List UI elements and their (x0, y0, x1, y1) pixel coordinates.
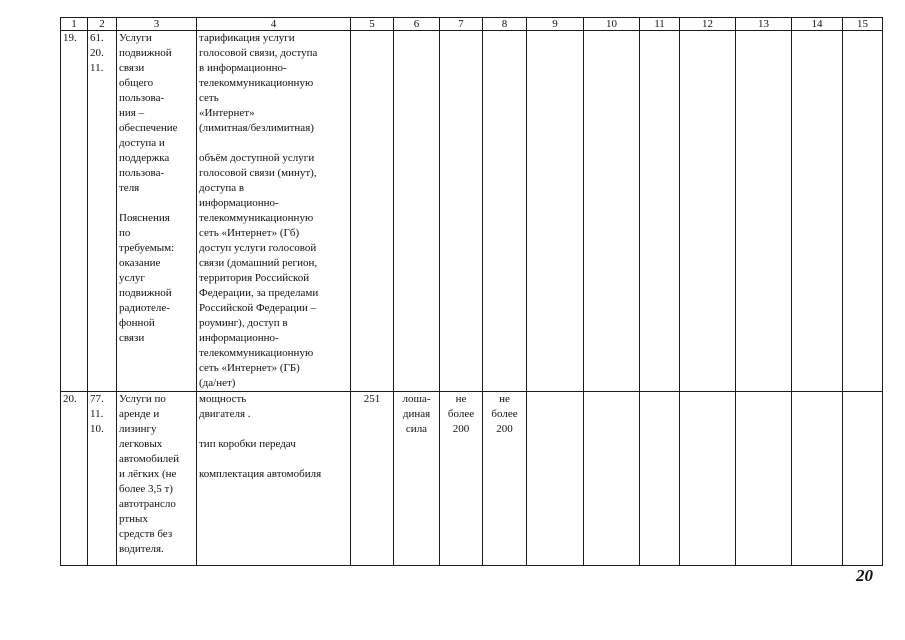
service-name: Услуги подвижной связи общего пользова- ния – обеспечение доступа и поддержка пользова- теля (119, 32, 178, 194)
page-number: 20 (856, 566, 873, 585)
header-cell: 13 (736, 18, 792, 31)
header-row (61, 18, 883, 31)
empty-cell (736, 31, 792, 392)
header-cell: 8 (483, 18, 527, 31)
service-note: Пояснения по требуемым: оказание услуг подвижной радиотеле- фонной связи (119, 212, 175, 344)
empty-cell (640, 392, 680, 566)
value-cell: 251 (351, 392, 394, 566)
header-cell: 12 (680, 18, 736, 31)
service-name: Услуги по аренде и лизингу легковых автомобилей и лёгких (не более 3,5 т) автотрансло ртных средств без водителя. (117, 392, 197, 566)
empty-cell (527, 31, 584, 392)
empty-cell (736, 392, 792, 566)
characteristic: тип коробки передач (199, 438, 296, 450)
empty-cell (843, 31, 883, 392)
empty-cell (527, 392, 584, 566)
empty-cell (584, 392, 640, 566)
empty-cell (394, 31, 440, 392)
document-table (60, 17, 883, 566)
unit-cell: лоша- диная сила (394, 392, 440, 566)
okpd-code: 77. 11. 10. (88, 392, 117, 566)
okpd-code: 61. 20. 11. (88, 31, 117, 392)
row-number: 19. (61, 31, 88, 392)
header-cell: 7 (440, 18, 483, 31)
characteristics-cell (197, 31, 351, 392)
empty-cell (792, 392, 843, 566)
characteristic: мощность двигателя . (199, 393, 251, 420)
header-cell: 3 (117, 18, 197, 31)
table-row (61, 31, 883, 392)
table-row (61, 392, 883, 566)
header-cell: 10 (584, 18, 640, 31)
header-cell: 1 (61, 18, 88, 31)
header-cell: 15 (843, 18, 883, 31)
empty-cell (680, 392, 736, 566)
characteristic: тарификация услуги голосовой связи, доступа в информационно- телекоммуникационную сеть «Интернет» (лимитная/безлимитная) (199, 32, 318, 134)
characteristic: комплектация автомобиля (199, 468, 322, 480)
header-cell: 11 (640, 18, 680, 31)
row-number: 20. (61, 392, 88, 566)
header-cell: 6 (394, 18, 440, 31)
service-name-cell (117, 31, 197, 392)
value-cell: не более 200 (483, 392, 527, 566)
empty-cell (843, 392, 883, 566)
empty-cell (440, 31, 483, 392)
characteristic: объём доступной услуги голосовой связи (минут), доступа в информационно- телекоммуникационную сеть «Интернет» (Гб) доступ услуги голосовой связи (домашний регион, территория Российской Федерации, за пределами Российской Федерации – роуминг), доступ в информационно- телекоммуникационную сеть «Интернет» (ГБ) (да/нет) (199, 152, 319, 389)
characteristics-cell (197, 392, 351, 566)
header-cell: 5 (351, 18, 394, 31)
empty-cell (640, 31, 680, 392)
empty-cell (584, 31, 640, 392)
header-cell: 9 (527, 18, 584, 31)
header-cell: 4 (197, 18, 351, 31)
empty-cell (351, 31, 394, 392)
empty-cell (483, 31, 527, 392)
header-cell: 14 (792, 18, 843, 31)
header-cell: 2 (88, 18, 117, 31)
empty-cell (792, 31, 843, 392)
empty-cell (680, 31, 736, 392)
value-cell: не более 200 (440, 392, 483, 566)
